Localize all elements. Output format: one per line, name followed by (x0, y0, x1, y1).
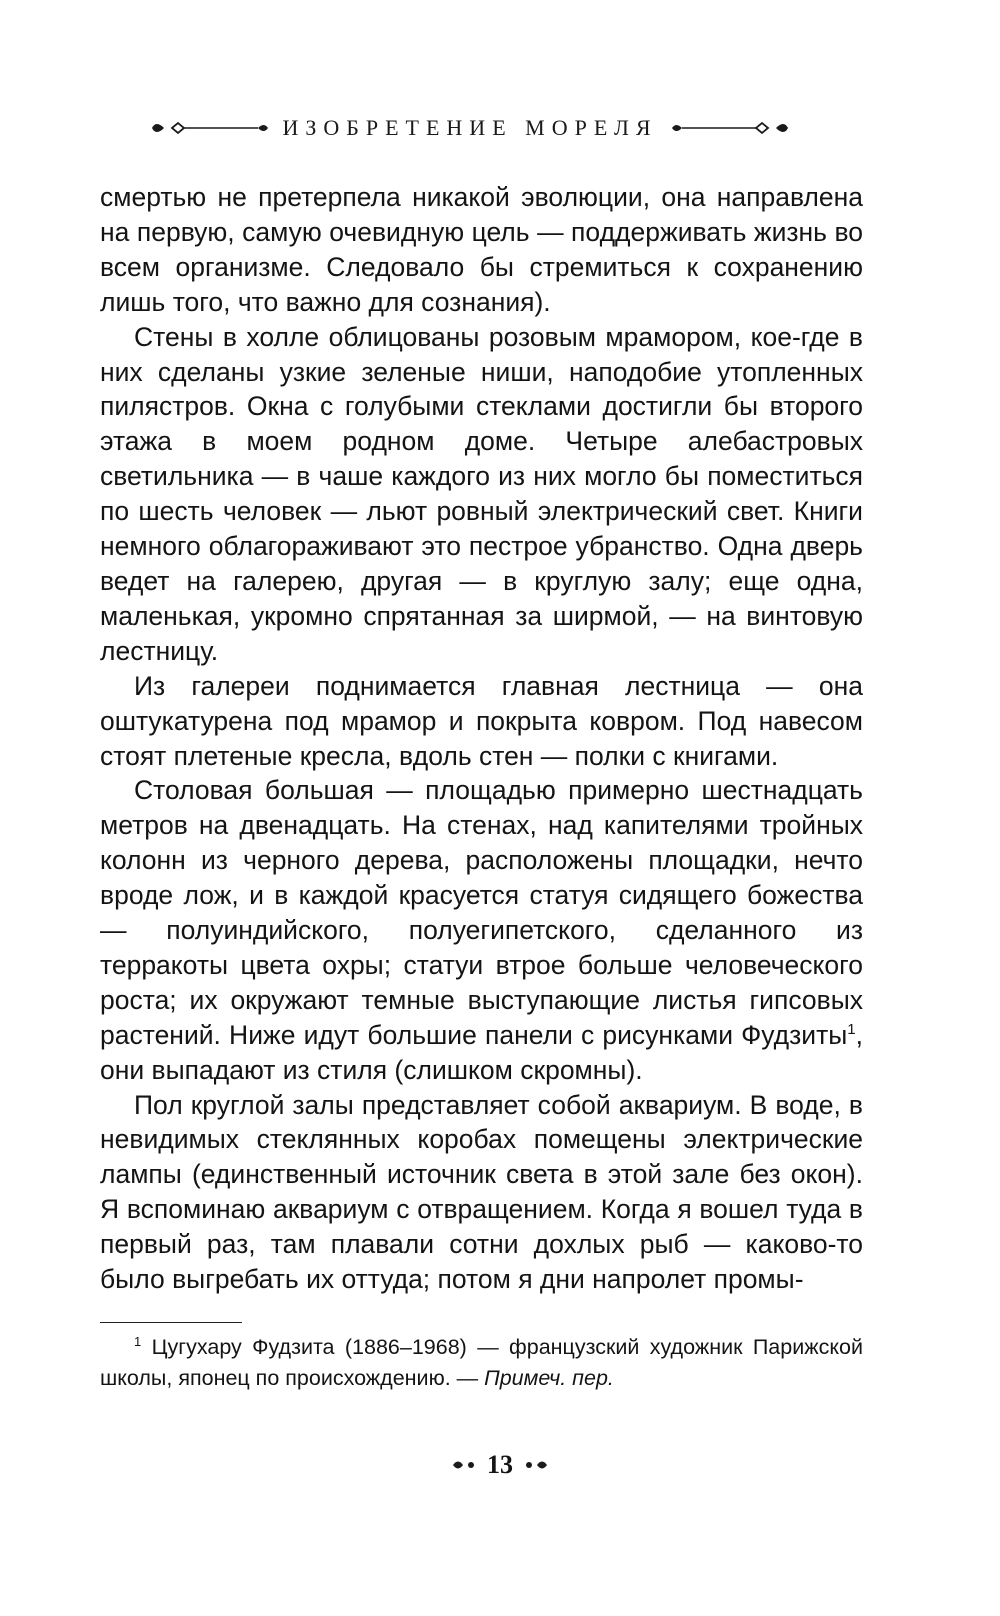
page-footer (0, 1450, 1000, 1480)
paragraph: Из галереи поднимается главная лестница — она оштукатурена под мрамор и покрыта ковром. Под навесом стоят плетеные кресла, вдоль стен — полки с книгами. (100, 670, 863, 771)
body-text (100, 180, 863, 1297)
running-header (150, 108, 790, 148)
footnote-translator-note: Примеч. пер. (484, 1366, 614, 1390)
paragraph-tail: , они выпадают из стиля (слишком скромны). (100, 1019, 863, 1085)
left-header-ornament-icon (150, 116, 270, 140)
running-header-title: ИЗОБРЕТЕНИЕ МОРЕЛЯ (282, 115, 658, 140)
page-number: 13 (487, 1450, 513, 1479)
footnote-marker: 1 (134, 1334, 142, 1349)
paragraph-text: Столовая большая — площадью примерно шестнадцать метров на двенадцать. На стенах, над капителями тройных колонн из черного дерева, расположены площадки, нечто вроде лож, и в каждой красуется статуя сидящего божества — полуиндийского, полуегипетского, сделанного из терракоты цвета охры; статуи втрое больше человеческого роста; их окружают темные выступающие листья гипсовых растений. Ниже идут большие панели с рисунками Фудзиты (100, 775, 863, 1050)
right-header-ornament-icon (670, 116, 790, 140)
right-page-number-ornament-icon (523, 1455, 549, 1475)
footnote (100, 1332, 863, 1394)
footnote-reference[interactable]: 1 (847, 1020, 856, 1038)
paragraph: Стены в холле облицованы розовым мрамором, кое-где в них сделаны узкие зеленые ниши, наподобие утопленных пилястров. Окна с голубыми стеклами достигли бы второго этажа в моем родном доме. Четыре алебастровых светильника — в чаше каждого из них могло бы поместиться по шесть человек — льют ровный электрический свет. Книги немного облагораживают это пестрое убранство. Одна дверь ведет на галерею, другая — в круглую залу; еще одна, маленькая, укромно спрятанная за ширмой, — на винтовую лестницу. (100, 321, 863, 666)
paragraph (100, 773, 863, 1087)
paragraph: смертью не претерпела никакой эволюции, она направлена на первую, самую очевидную цель — поддерживать жизнь во всем организме. Следовало бы стремиться к сохранению лишь того, что важно для сознания). (100, 182, 863, 317)
left-page-number-ornament-icon (451, 1455, 477, 1475)
footnote-divider (100, 1322, 242, 1323)
paragraph: Пол круглой залы представляет собой аквариум. В воде, в невидимых стеклянных коробах помещены электрические лампы (единственный источник света в этой зале без окон). Я вспоминаю аквариум с отвращением. Когда я вошел туда в первый раз, там плавали сотни дохлых рыб — каково-то было выгребать их оттуда; потом я дни напролет промы- (100, 1089, 863, 1295)
footnote-text: Цугухару Фудзита (1886–1968) — французский художник Парижской школы, японец по происхождению. — (100, 1335, 863, 1390)
